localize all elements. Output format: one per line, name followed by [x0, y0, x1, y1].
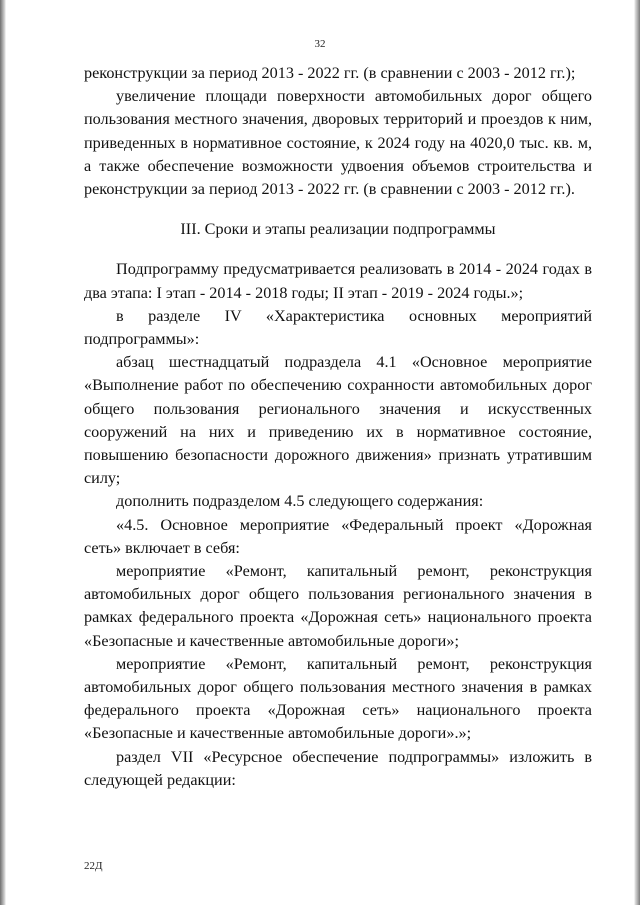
paragraph-measure-regional: мероприятие «Ремонт, капитальный ремонт, реконструкция автомобильных дорог общего пользования регионального значения в рамках федерального проекта «Дорожная сеть» национального проекта «Безопасные и качественные автомобильные дороги»; [84, 562, 592, 650]
paragraph-section-iv: в разделе IV «Характеристика основных мероприятий подпрограммы»: [84, 306, 592, 349]
scan-edge-right [634, 0, 640, 905]
paragraph-add-4-5: дополнить подразделом 4.5 следующего содержания: [116, 492, 484, 511]
paragraph-increase-area: увеличение площади поверхности автомобильных дорог общего пользования местного значения, дворовых территорий и проездов к ним, приведенных в нормативное состояние, к 2024 году на 4020,0 тыс. кв. м, а также обеспечение возможности удвоения объемов строительства и реконструкции за период 2013 - 2022 гг. (в сравнении с 2003 - 2012 гг.). [84, 87, 592, 199]
section-heading: III. Сроки и этапы реализации подпрограммы [180, 220, 496, 239]
paragraph-abzac-16: абзац шестнадцатый подраздела 4.1 «Основное мероприятие «Выполнение работ по обеспечению сохранности автомобильных дорог общего пользования регионального значения и искусственных сооружений на них и приведению их в нормативное состояние, повышению безопасности дорожного движения» признать утратившим силу; [84, 353, 592, 488]
page-number: 32 [314, 38, 326, 50]
paragraph-continuation: реконструкции за период 2013 - 2022 гг. (в сравнении с 2003 - 2012 гг.); [84, 64, 576, 82]
footer-code: 22Д [84, 860, 103, 872]
paragraph-stages: Подпрограмму предусматривается реализовать в 2014 - 2024 годах в два этапа: I этап - 2014 - 2018 годы; II этап - 2019 - 2024 годы.»; [84, 260, 592, 302]
paragraph-4-5-title: «4.5. Основное мероприятие «Федеральный проект «Дорожная сеть» включает в себя: [84, 515, 592, 557]
scan-edge-left [0, 0, 6, 905]
paragraph-section-vii: раздел VII «Ресурсное обеспечение подпрограммы» изложить в следующей редакции: [84, 747, 592, 789]
document-body [84, 62, 592, 792]
paragraph-measure-local: мероприятие «Ремонт, капитальный ремонт, реконструкция автомобильных дорог общего пользования местного значения в рамках федерального проекта «Дорожная сеть» национального проекта «Безопасные и качественные автомобильные дороги».»; [84, 654, 592, 743]
